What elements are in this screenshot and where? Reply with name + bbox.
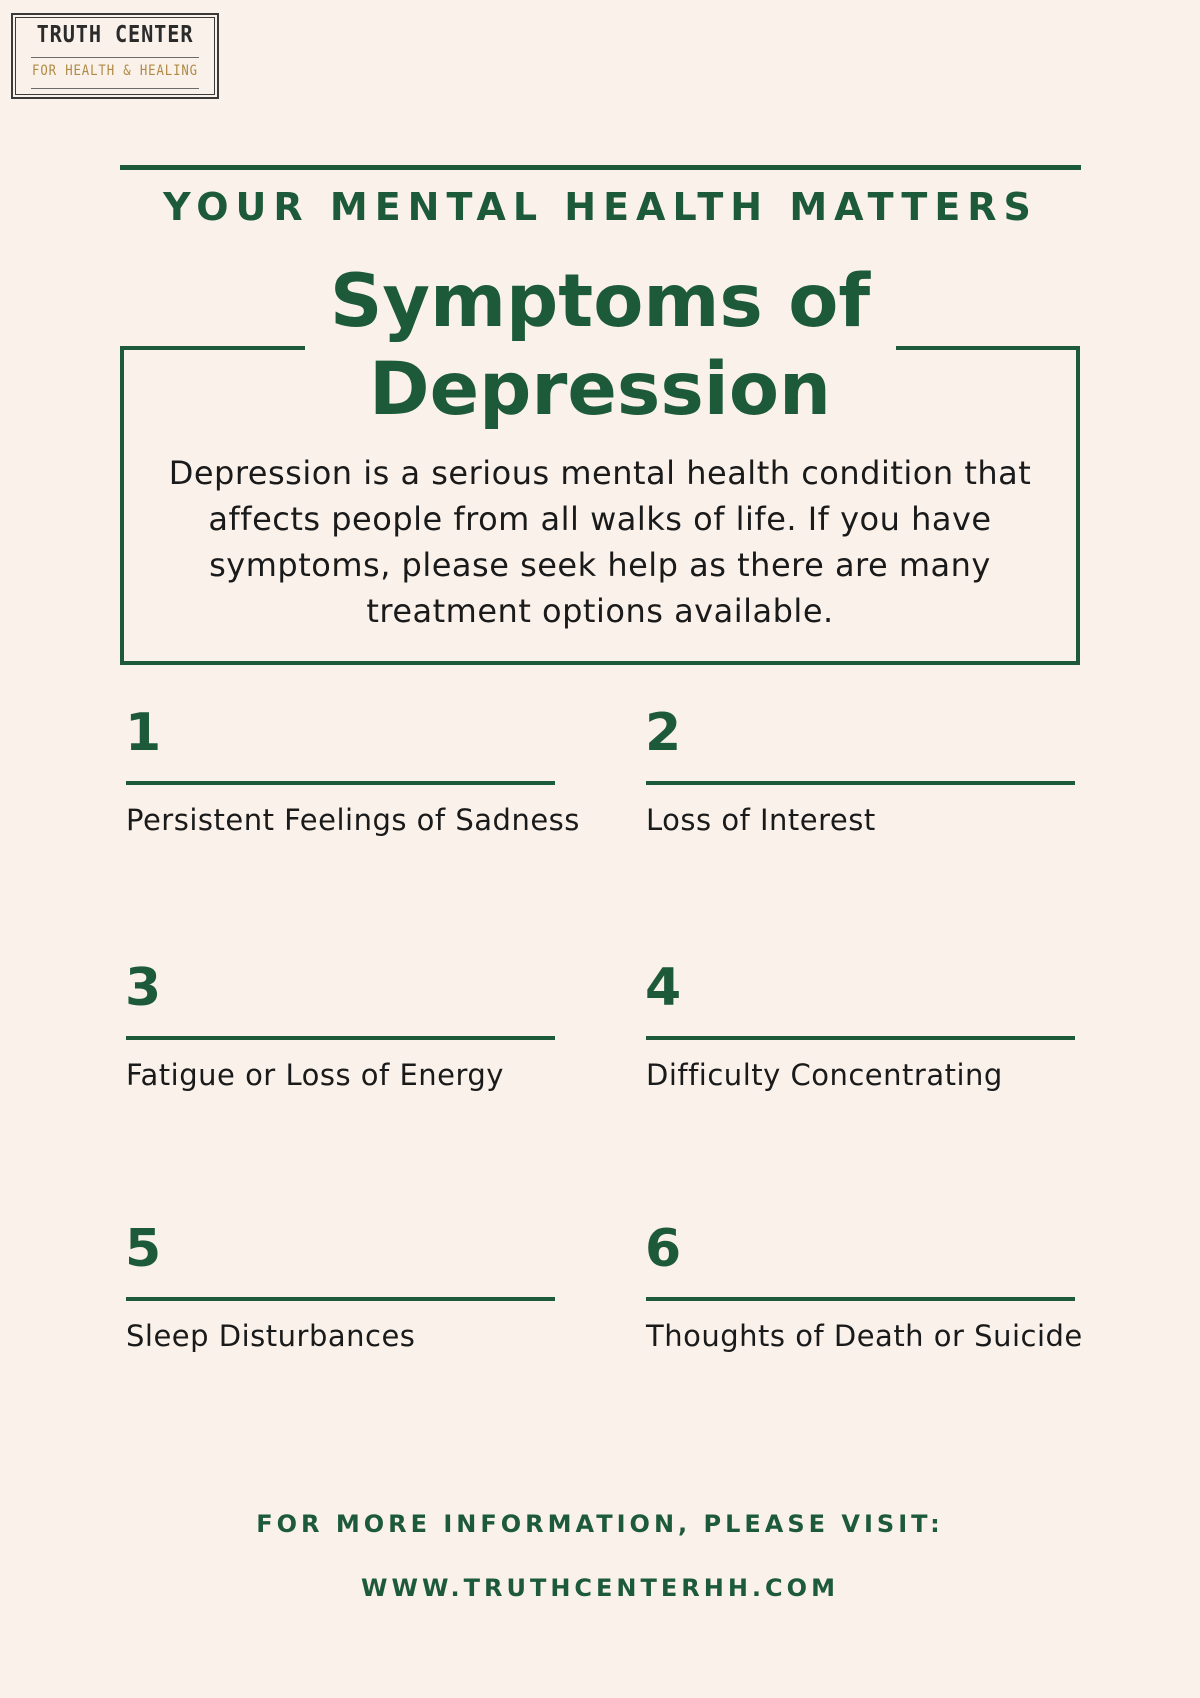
logo — [11, 13, 219, 99]
symptom-number: 6 — [645, 1219, 682, 1279]
frame-top-left — [120, 346, 305, 350]
symptom-rule — [126, 781, 555, 785]
symptom-number: 1 — [125, 703, 162, 763]
symptom-number: 3 — [125, 958, 162, 1018]
header-rule — [120, 165, 1081, 170]
symptom-number: 5 — [125, 1219, 162, 1279]
symptom-label: Loss of Interest — [646, 803, 876, 837]
symptom-rule — [646, 1297, 1075, 1301]
symptom-number: 2 — [645, 703, 682, 763]
logo-subtitle: FOR HEALTH & HEALING — [32, 63, 198, 79]
intro-text: Depression is a serious mental health condition that affects people from all walks of life. If you have symptoms, please seek help as there are many treatment options available. — [168, 454, 1032, 630]
symptom-rule — [646, 781, 1075, 785]
symptom-number: 4 — [645, 958, 682, 1018]
symptom-rule — [126, 1297, 555, 1301]
symptom-label: Sleep Disturbances — [126, 1319, 416, 1353]
symptom-label: Thoughts of Death or Suicide — [646, 1319, 1083, 1353]
symptom-label: Fatigue or Loss of Energy — [126, 1058, 504, 1092]
symptom-rule — [126, 1036, 555, 1040]
page-title: Symptoms of Depression — [329, 259, 871, 432]
logo-divider — [31, 88, 199, 89]
footer-prompt: FOR MORE INFORMATION, PLEASE VISIT: — [256, 1510, 944, 1538]
symptom-label: Persistent Feelings of Sadness — [126, 803, 580, 837]
symptom-label: Difficulty Concentrating — [646, 1058, 1003, 1092]
logo-divider — [31, 57, 199, 58]
symptom-rule — [646, 1036, 1075, 1040]
kicker-heading: YOUR MENTAL HEALTH MATTERS — [163, 185, 1038, 229]
frame-top-right — [896, 346, 1080, 350]
footer-url-link[interactable]: WWW.TRUTHCENTERHH.COM — [361, 1574, 839, 1602]
logo-title: TRUTH CENTER — [36, 22, 194, 48]
